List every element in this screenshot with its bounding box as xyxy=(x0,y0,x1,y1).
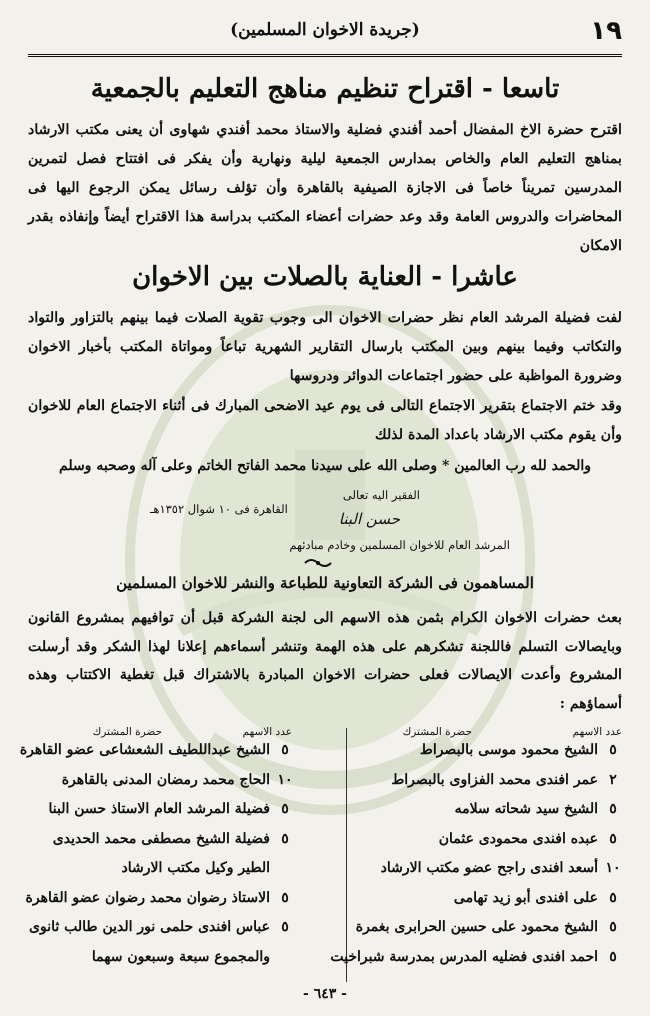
table-row xyxy=(28,860,294,884)
share-count: ٥ xyxy=(609,889,617,906)
subscriber-name: عبده افندى محمودى عثمان xyxy=(438,830,598,847)
subscriber-name: والمجموع سبعة وسبعون سهما xyxy=(91,948,270,965)
newspaper-name: (جريدة الاخوان المسلمين) xyxy=(230,20,420,40)
table-row xyxy=(310,949,622,973)
share-count: ٥ xyxy=(609,919,617,935)
subscriber-name: فضيلة الشيخ مصطفى محمد الحديدى xyxy=(52,830,270,847)
share-count: ٥ xyxy=(609,801,617,817)
signature-title: المرشد العام للاخوان المسلمين وخادم مبادئهم xyxy=(289,538,510,552)
signature-name: حسن البنا xyxy=(338,510,400,528)
share-count: ٥ xyxy=(609,948,617,965)
table-row xyxy=(310,831,622,855)
page-number: ١٩ xyxy=(590,16,622,46)
subscriber-name: عباس افندى حلمى نور الدين طالب ثانوى xyxy=(29,919,270,935)
subscriber-name: الشيخ محمود موسى بالبصراط xyxy=(419,742,598,758)
share-count: ١٠ xyxy=(605,860,621,876)
subscriber-name: أسعد افندى راجح عضو مكتب الارشاد xyxy=(380,860,598,876)
share-count: ٥ xyxy=(281,742,289,758)
shareholders-table xyxy=(19,726,622,988)
table-row xyxy=(25,889,294,914)
subscriber-name: الشيخ سيد شحاته سلامه xyxy=(454,801,598,817)
closing-prayer: والحمد لله رب العالمين * وصلى الله على سيدنا محمد الفاتح الخاتم وعلى آله وصحبه وسلم xyxy=(59,458,591,474)
share-count: ٥ xyxy=(609,742,617,758)
shareholders-title: المساهمون فى الشركة التعاونية للطباعة والنشر للاخوان المسلمين xyxy=(116,574,534,592)
share-count: ٥ xyxy=(281,801,289,817)
table-row xyxy=(28,949,294,973)
table-row xyxy=(310,801,622,825)
shareholders-body: بعث حضرات الاخوان الكرام بثمن هذه الاسهم الى لجنة الشركة قبل أن توافيهم بمشروع القانون وبايصالات التسلم فاللجنة تشكرهم على هذه الهمة وتنشر أسماءهم إعلانا لهذا الشكر وقد أرسلت المشروع وأعدت الايصالات فعلى حضرات الاخوان المبادرة بالاشتراك قبل تغطية الاكتتاب وهذه أسماؤهم : xyxy=(28,610,622,712)
subscriber-name: عمر افندى محمد الفزاوى بالبصراط xyxy=(391,771,598,788)
share-count: ٥ xyxy=(281,830,289,847)
table-row xyxy=(310,860,622,884)
signature-preface: الفقير اليه تعالى xyxy=(342,488,420,502)
share-count: ١٠ xyxy=(277,771,293,788)
share-count: ٥ xyxy=(281,889,289,906)
table-row xyxy=(310,919,622,943)
section-9-title: تاسعا - اقتراح تنظيم مناهج التعليم بالجمعية xyxy=(90,74,560,104)
column-head-name-right: حضرة المشترك xyxy=(402,726,472,738)
page-footer-number: - ٦٤٣ - xyxy=(303,986,347,1002)
share-count: ٥ xyxy=(281,919,289,935)
right-column xyxy=(310,742,622,988)
table-row xyxy=(28,831,294,855)
section-10-body-2: وقد ختم الاجتماع بتقرير الاجتماع التالى فى يوم عيد الاضحى المبارك فى أثناء الاجتماع العام للاخوان وأن يقوم مكتب الارشاد باعداد المدة لذلك xyxy=(28,398,622,443)
page-header xyxy=(28,14,622,57)
table-row xyxy=(28,919,294,943)
section-10-body-1: لفت فضيلة المرشد العام نظر حضرات الاخوان الى وجوب تقوية الصلات فيما بينهم بالتزاور والتواد والتكاتب وفيما بينهم وبين المكتب بارسال التقارير الشهرية تباعاً ومواتاة المكتب بأخبار الاخوان وضرورة المواظبة على حضور اجتماعات الدوائر ودروسها xyxy=(28,310,622,384)
subscriber-name: الشيخ عبداللطيف الشعشاعى عضو القاهرة xyxy=(19,742,270,758)
table-row xyxy=(310,772,622,796)
subscriber-name: على افندى أبو زيد تهامى xyxy=(453,889,598,906)
table-row xyxy=(28,772,294,796)
section-10-title: عاشرا - العناية بالصلات بين الاخوان xyxy=(132,262,518,292)
table-row xyxy=(28,801,294,825)
share-count: ٥ xyxy=(609,830,617,847)
signature-date: القاهرة فى ١٠ شوال ١٣٥٢هـ xyxy=(150,502,288,516)
subscriber-name: الاستاذ رضوان محمد رضوان عضو القاهرة xyxy=(25,889,270,906)
column-head-shares-left: عدد الاسهم xyxy=(242,726,292,738)
column-head-shares-right: عدد الاسهم xyxy=(572,726,622,738)
subscriber-name: الحاج محمد رمضان المدنى بالقاهرة xyxy=(61,771,270,788)
divider-ornament-icon xyxy=(303,556,333,570)
section-9-body: اقترح حضرة الاخ المفضال أحمد أفندي فضلية والاستاذ محمد أفندي شهاوى أن يعنى مكتب الارشاد بمناهج التعليم العام والخاص بمدارس الجمعية ليلية ونهارية وأن يفكر فى افتتاح فصل لتمرين المدرسين تمريناً خاصاً فى الاجازة الصيفية بالقاهرة وأن تؤلف رسائل يمكن الرجوع اليها فى المحاضرات والدروس العامة وقد وعد حضرات أعضاء المكتب بدراسة هذا الاقتراح أيضاً وإنفاذه بقدر الامكان xyxy=(28,122,622,254)
table-row xyxy=(310,742,622,766)
left-column xyxy=(19,742,294,988)
table-row xyxy=(19,742,294,766)
share-count: ٢ xyxy=(609,771,617,788)
subscriber-name: الطير وكيل مكتب الارشاد xyxy=(121,860,270,876)
column-head-name-left: حضرة المشترك xyxy=(92,726,162,738)
table-row xyxy=(310,890,622,914)
subscriber-name: احمد افندى فضليه المدرس بمدرسة شبراخيت xyxy=(330,948,598,965)
subscriber-name: الشيخ محمود على حسين الحرابرى بغمرة xyxy=(355,919,598,935)
subscriber-name: فضيلة المرشد العام الاستاذ حسن البنا xyxy=(48,801,270,817)
